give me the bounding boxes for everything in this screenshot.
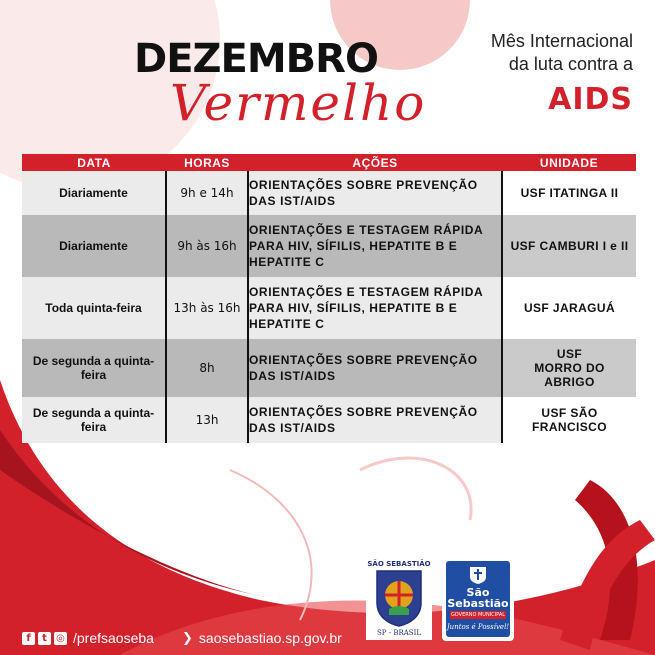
subtitle: [491, 30, 633, 76]
header-data: DATA: [22, 154, 166, 171]
cell-horas: 9h às 16h: [166, 215, 248, 277]
social-links: [22, 630, 154, 646]
cell-horas: 13h às 16h: [166, 277, 248, 339]
city-name: [446, 587, 510, 609]
cell-data: Toda quinta-feira: [22, 277, 166, 339]
cell-unidade: USF ITATINGA II: [502, 171, 636, 215]
table-row: [22, 397, 636, 443]
cell-horas: 8h: [166, 339, 248, 397]
twitter-icon[interactable]: t: [38, 632, 51, 645]
cell-data: Diariamente: [22, 215, 166, 277]
subtitle-line-2: da luta contra a: [508, 54, 633, 74]
table-header-row: [22, 154, 636, 171]
header-acoes: AÇÕES: [248, 154, 502, 171]
table-row: [22, 339, 636, 397]
cell-unidade: USF CAMBURI I e II: [502, 215, 636, 277]
cell-unidade: USF JARAGUÁ: [502, 277, 636, 339]
cell-data: Diariamente: [22, 171, 166, 215]
coat-bottom-label: SP - BRASIL: [377, 629, 421, 637]
aids-highlight: AIDS: [548, 82, 633, 117]
city-slogan: Juntos é Possível!: [446, 623, 510, 631]
chevron-right-icon: ❯: [182, 630, 193, 646]
instagram-icon[interactable]: ◎: [54, 632, 67, 645]
website-url[interactable]: saosebastiao.sp.gov.br: [198, 630, 342, 646]
cell-acoes: ORIENTAÇÕES SOBRE PREVENÇÃO DAS IST/AIDS: [248, 339, 502, 397]
cell-acoes: ORIENTAÇÕES SOBRE PREVENÇÃO DAS IST/AIDS: [248, 397, 502, 443]
header-horas: HORAS: [166, 154, 248, 171]
table-row: [22, 277, 636, 339]
cell-unidade: USF MORRO DO ABRIGO: [502, 339, 636, 397]
cell-horas: 9h e 14h: [166, 171, 248, 215]
table-row: [22, 171, 636, 215]
coat-of-arms-logo: [366, 558, 432, 640]
cell-acoes: ORIENTAÇÕES E TESTAGEM RÁPIDA PARA HIV, SÍFILIS, HEPATITE B E HEPATITE C: [248, 215, 502, 277]
coat-of-arms-icon: [375, 569, 423, 627]
header-unidade: UNIDADE: [502, 154, 636, 171]
social-handle[interactable]: /prefsaoseba: [73, 630, 154, 646]
facebook-icon[interactable]: f: [22, 632, 35, 645]
website-link[interactable]: [182, 630, 342, 646]
title-script: Vermelho: [170, 74, 427, 132]
city-gov-label: GOVERNO MUNICIPAL: [450, 612, 506, 618]
cell-data: De segunda a quinta-feira: [22, 339, 166, 397]
table-row: [22, 215, 636, 277]
city-logo-panel: [446, 561, 510, 637]
city-name-line-2: Sebastião: [447, 597, 509, 610]
schedule-table: [22, 154, 636, 443]
city-crest-icon: [468, 565, 488, 585]
event-title: [134, 36, 434, 136]
cell-acoes: ORIENTAÇÕES SOBRE PREVENÇÃO DAS IST/AIDS: [248, 171, 502, 215]
cell-data: De segunda a quinta-feira: [22, 397, 166, 443]
subtitle-line-1: Mês Internacional: [490, 31, 633, 51]
coat-top-label: SÃO SEBASTIÃO: [367, 560, 431, 568]
cell-acoes: ORIENTAÇÕES E TESTAGEM RÁPIDA PARA HIV, SÍFILIS, HEPATITE B E HEPATITE C: [248, 277, 502, 339]
city-name-line-1: São: [466, 586, 490, 599]
title-main: DEZEMBRO: [134, 36, 378, 82]
cell-unidade: USF SÃO FRANCISCO: [502, 397, 636, 443]
city-logo: [442, 557, 514, 641]
cell-horas: 13h: [166, 397, 248, 443]
